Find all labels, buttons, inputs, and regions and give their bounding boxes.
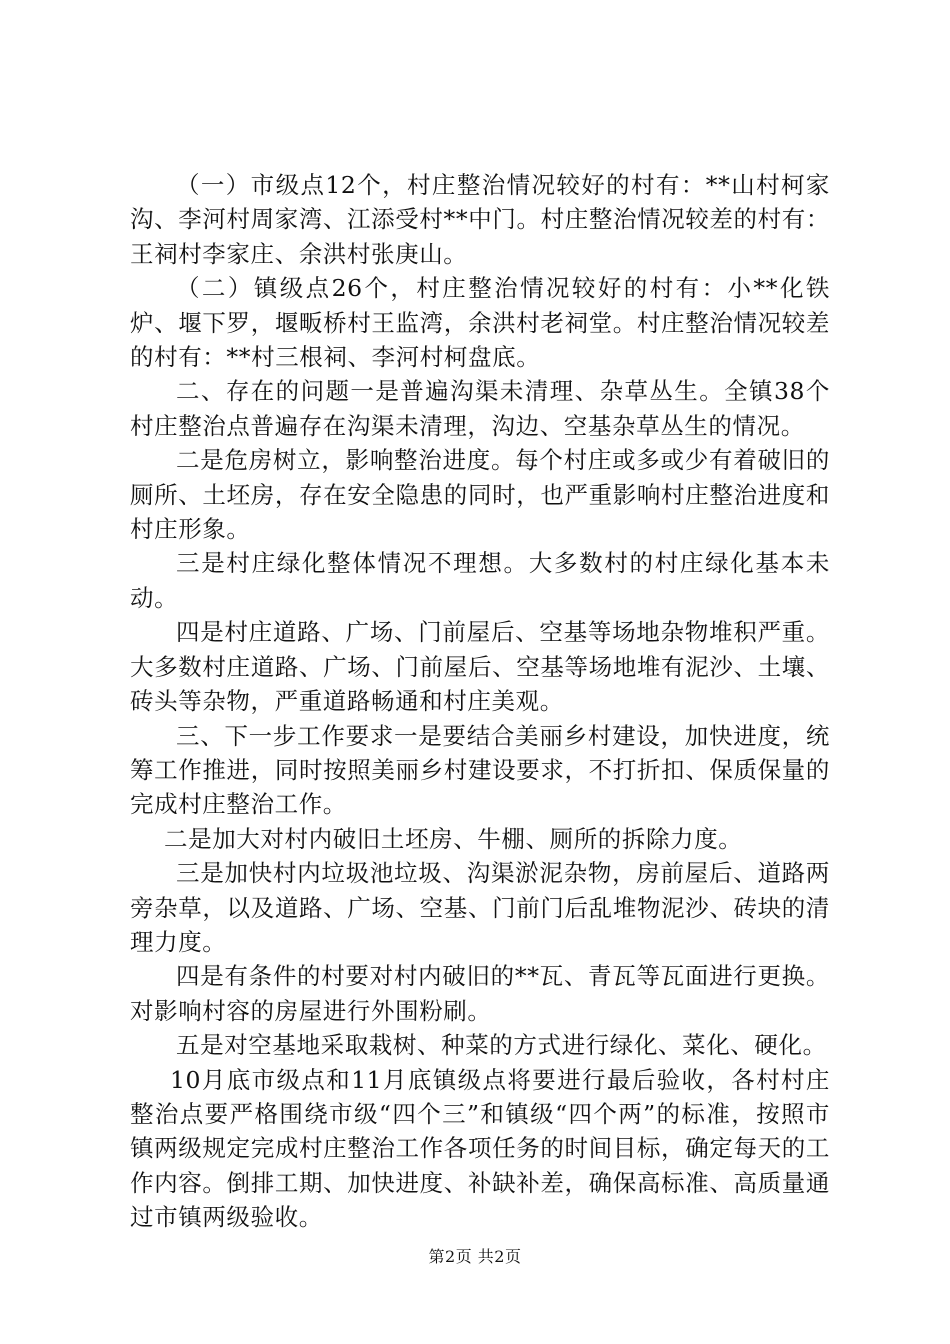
paragraph-problems-dangerous-houses: 二是危房树立，影响整治进度。每个村庄或多或少有着破旧的厕所、土坯房，存在安全隐患的同时，也严重影响村庄整治进度和村庄形象。 — [130, 446, 830, 544]
document-body — [130, 168, 830, 1235]
paragraph-next-steps-roof-replacement: 四是有条件的村要对村内破旧的**瓦、青瓦等瓦面进行更换。对影响村容的房屋进行外围粉刷。 — [130, 962, 830, 1025]
paragraph-city-level-points: （一）市级点12个，村庄整治情况较好的村有：**山村柯家沟、李河村周家湾、江添受村**中门。村庄整治情况较差的村有：王祠村李家庄、余洪村张庚山。 — [130, 171, 830, 268]
paragraph-final-acceptance: 10月底市级点和11月底镇级点将要进行最后验收，各村村庄整治点要严格围绕市级“四个三”和镇级“四个两”的标准，按照市镇两级规定完成村庄整治工作各项任务的时间目标，确定每天的工作内容。倒排工期、加快进度、补缺补差，确保高标准、高质量通过市镇两级验收。 — [130, 1065, 830, 1232]
paragraph-next-steps-cleanup: 三是加快村内垃圾池垃圾、沟渠淤泥杂物，房前屋后、道路两旁杂草，以及道路、广场、空基、门前门后乱堆物泥沙、砖块的清理力度。 — [130, 859, 830, 956]
paragraph-next-steps-vacant-land: 五是对空基地采取栽树、种菜的方式进行绿化、菜化、硬化。 — [176, 1031, 827, 1060]
paragraph-problems-ditches: 二、存在的问题一是普遍沟渠未清理、杂草丛生。全镇38个村庄整治点普遍存在沟渠未清理，沟边、空基杂草丛生的情况。 — [130, 377, 830, 440]
paragraph-problems-debris: 四是村庄道路、广场、门前屋后、空基等场地杂物堆积严重。大多数村庄道路、广场、门前屋后、空基等场地堆有泥沙、土壤、砖头等杂物，严重道路畅通和村庄美观。 — [130, 618, 830, 716]
paragraph-next-steps-demolition: 二是加大对村内破旧土坯房、牛棚、厕所的拆除力度。 — [164, 824, 743, 853]
paragraph-problems-greening: 三是村庄绿化整体情况不理想。大多数村的村庄绿化基本未动。 — [130, 549, 830, 612]
paragraph-next-steps-beautiful-village: 三、下一步工作要求一是要结合美丽乡村建设，加快进度，统筹工作推进，同时按照美丽乡村建设要求，不打折扣、保质保量的完成村庄整治工作。 — [130, 721, 830, 819]
page-number-footer: 第2页 共2页 — [428, 1247, 522, 1266]
paragraph-town-level-points: （二）镇级点26个，村庄整治情况较好的村有：小**化铁炉、堰下罗，堰畈桥村王监湾，余洪村老祠堂。村庄整治情况较差的村有：**村三根祠、李河村柯盘底。 — [130, 274, 830, 372]
